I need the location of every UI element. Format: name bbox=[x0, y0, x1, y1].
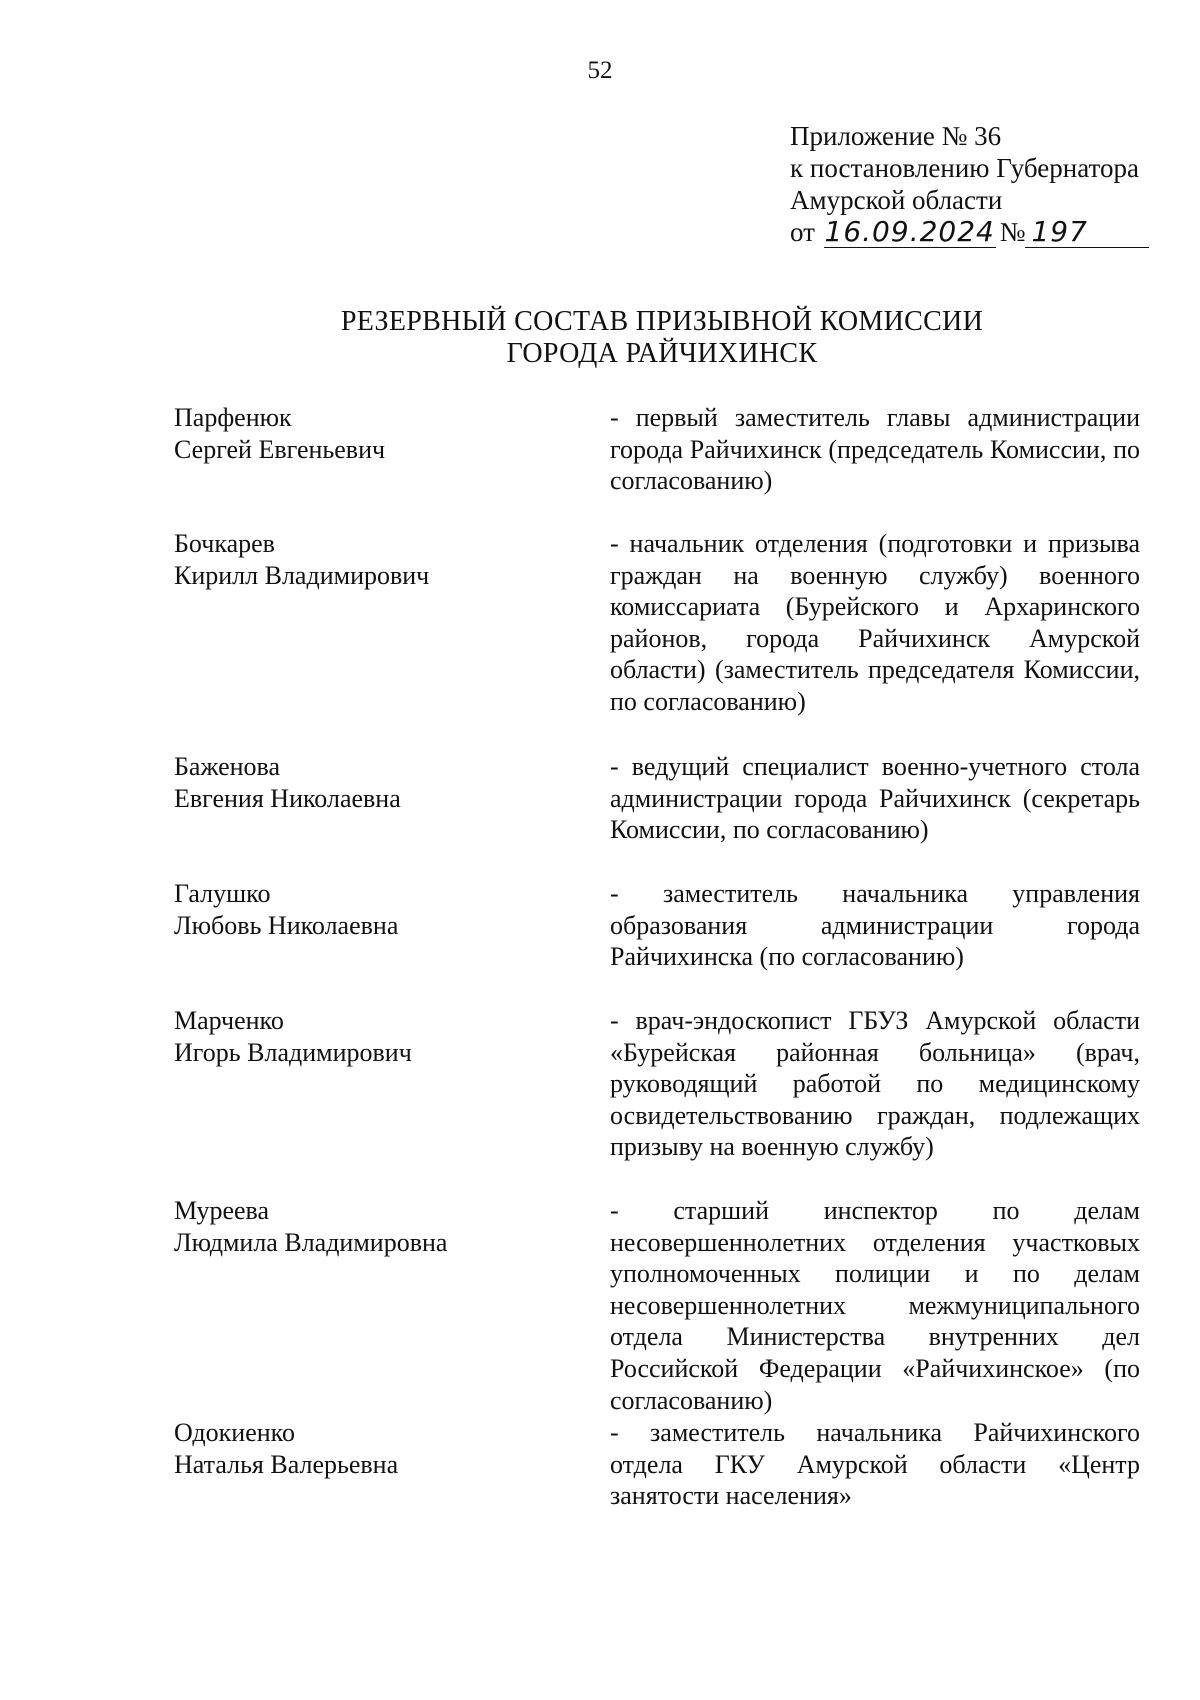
handwritten-number: 197 bbox=[1025, 217, 1149, 248]
member-entry bbox=[174, 528, 1140, 718]
member-name bbox=[174, 751, 554, 846]
appendix-date-line bbox=[790, 216, 1160, 248]
member-surname: Парфенюк bbox=[174, 403, 292, 432]
member-role: - врач-эндоскопист ГБУЗ Амурской области «Бурейская районная больница» (врач, руководящий работой по медицинскому освидетельствованию граждан, подлежащих призыву на военную службу) bbox=[610, 1006, 1140, 1162]
member-role: - старший инспектор по делам несовершеннолетних отделения участковых уполномоченных полиции и по делам несовершеннолетних межмуниципального отдела Министерства внутренних дел Российской Федерации «Райчихинское» (по согласованию) bbox=[610, 1196, 1140, 1415]
member-entry bbox=[174, 1417, 1140, 1512]
page-number: 52 bbox=[587, 57, 613, 84]
member-role: - первый заместитель главы администрации города Райчихинск (председатель Комиссии, по согласованию) bbox=[610, 403, 1140, 496]
member-name bbox=[174, 402, 554, 497]
appendix-line-1: Приложение № 36 bbox=[790, 121, 1002, 151]
member-given-names: Сергей Евгеньевич bbox=[174, 434, 386, 464]
title-line-2: ГОРОДА РАЙЧИХИНСК bbox=[506, 338, 818, 369]
document-title bbox=[0, 306, 1200, 370]
member-role: - начальник отделения (подготовки и призыва граждан на военную службу) военного комиссариата (Бурейского и Архаринского районов, города Райчихинск Амурской области) (заместитель председателя Комиссии, по согласованию) bbox=[610, 529, 1140, 716]
handwritten-date: 16.09.2024 bbox=[824, 215, 995, 248]
member-role: - заместитель начальника Райчихинского отдела ГКУ Амурской области «Центр занятости населения» bbox=[610, 1418, 1140, 1511]
member-entry bbox=[174, 402, 1140, 497]
appendix-header bbox=[790, 120, 1160, 248]
member-entry bbox=[174, 1195, 1140, 1416]
member-surname: Галушко bbox=[174, 879, 271, 908]
member-entry bbox=[174, 1005, 1140, 1163]
member-name bbox=[174, 1417, 554, 1512]
member-surname: Марченко bbox=[174, 1006, 284, 1035]
appendix-line-2: к постановлению Губернатора bbox=[790, 153, 1139, 183]
member-given-names: Людмила Владимировна bbox=[174, 1227, 448, 1257]
member-name bbox=[174, 1195, 554, 1416]
member-entry bbox=[174, 751, 1140, 846]
member-entry bbox=[174, 878, 1140, 973]
member-given-names: Любовь Николаевна bbox=[174, 910, 399, 940]
member-given-names: Кирилл Владимирович bbox=[174, 560, 430, 590]
member-surname: Баженова bbox=[174, 752, 281, 781]
member-role: - ведущий специалист военно-учетного стола администрации города Райчихинск (секретарь Комиссии, по согласованию) bbox=[610, 752, 1140, 845]
appendix-line-3: Амурской области bbox=[790, 185, 1003, 215]
date-prefix: от bbox=[790, 217, 815, 247]
member-surname: Муреева bbox=[174, 1196, 270, 1225]
member-name bbox=[174, 1005, 554, 1163]
member-given-names: Евгения Николаевна bbox=[174, 783, 401, 813]
member-name bbox=[174, 528, 554, 718]
member-role: - заместитель начальника управления образования администрации города Райчихинска (по согласованию) bbox=[610, 879, 1140, 972]
member-given-names: Наталья Валерьевна bbox=[174, 1449, 399, 1479]
number-sign: № bbox=[999, 217, 1026, 247]
member-given-names: Игорь Владимирович bbox=[174, 1037, 412, 1067]
title-line-1: РЕЗЕРВНЫЙ СОСТАВ ПРИЗЫВНОЙ КОМИССИИ bbox=[340, 306, 984, 337]
member-name bbox=[174, 878, 554, 973]
member-surname: Бочкарев bbox=[174, 529, 275, 558]
member-surname: Одокиенко bbox=[174, 1418, 295, 1447]
